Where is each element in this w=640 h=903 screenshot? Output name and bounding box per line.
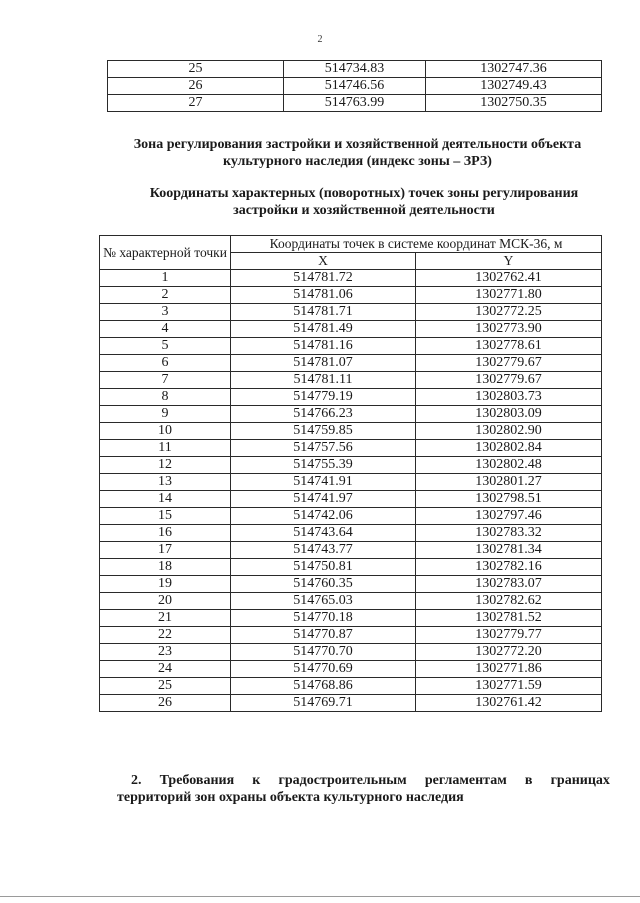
header-y: Y — [416, 253, 602, 270]
point-number-cell: 26 — [108, 78, 284, 95]
table-row — [108, 95, 602, 112]
x-coordinate-cell: 514781.72 — [231, 270, 416, 287]
table-row — [100, 593, 602, 610]
y-coordinate-cell: 1302802.84 — [416, 440, 602, 457]
y-coordinate-cell: 1302782.16 — [416, 559, 602, 576]
header-coordinates: Координаты точек в системе координат МСК-36, м — [231, 236, 602, 253]
y-coordinate-cell: 1302783.32 — [416, 525, 602, 542]
point-number-cell: 10 — [100, 423, 231, 440]
requirements-word: к — [252, 773, 261, 788]
x-coordinate-cell: 514769.71 — [231, 695, 416, 712]
point-number-cell: 3 — [100, 304, 231, 321]
y-coordinate-cell: 1302802.48 — [416, 457, 602, 474]
coordinates-heading-line2: застройки и хозяйственной деятельности — [233, 203, 495, 218]
x-coordinate-cell: 514741.97 — [231, 491, 416, 508]
x-coordinate-cell: 514770.69 — [231, 661, 416, 678]
table-row — [100, 338, 602, 355]
point-number-cell: 1 — [100, 270, 231, 287]
y-coordinate-cell: 1302803.73 — [416, 389, 602, 406]
coordinates-heading-line1: Координаты характерных (поворотных) точек зоны регулирования — [149, 186, 579, 201]
point-number-cell: 17 — [100, 542, 231, 559]
table-row — [100, 576, 602, 593]
table-row — [100, 661, 602, 678]
page-number: 2 — [317, 34, 323, 45]
point-number-cell: 25 — [108, 61, 284, 78]
requirements-heading — [117, 772, 610, 806]
point-number-cell: 24 — [100, 661, 231, 678]
point-number-cell: 4 — [100, 321, 231, 338]
point-number-cell: 11 — [100, 440, 231, 457]
table-row — [108, 61, 602, 78]
top-coordinates-table — [107, 60, 602, 112]
point-number-cell: 2 — [100, 287, 231, 304]
requirements-word: 2. — [131, 773, 142, 788]
table-row — [100, 627, 602, 644]
x-coordinate-cell: 514734.83 — [284, 61, 426, 78]
x-coordinate-cell: 514759.85 — [231, 423, 416, 440]
y-coordinate-cell: 1302750.35 — [426, 95, 602, 112]
x-coordinate-cell: 514781.71 — [231, 304, 416, 321]
point-number-cell: 16 — [100, 525, 231, 542]
y-coordinate-cell: 1302782.62 — [416, 593, 602, 610]
header-x: X — [231, 253, 416, 270]
point-number-cell: 9 — [100, 406, 231, 423]
point-number-cell: 21 — [100, 610, 231, 627]
table-row — [100, 287, 602, 304]
header-point-number: № характерной точки — [100, 236, 231, 270]
y-coordinate-cell: 1302778.61 — [416, 338, 602, 355]
table-row — [100, 644, 602, 661]
y-coordinate-cell: 1302773.90 — [416, 321, 602, 338]
point-number-cell: 23 — [100, 644, 231, 661]
table-row — [100, 508, 602, 525]
table-header-row — [100, 236, 602, 253]
y-coordinate-cell: 1302771.59 — [416, 678, 602, 695]
table-row — [100, 678, 602, 695]
point-number-cell: 27 — [108, 95, 284, 112]
point-number-cell: 14 — [100, 491, 231, 508]
y-coordinate-cell: 1302802.90 — [416, 423, 602, 440]
x-coordinate-cell: 514746.56 — [284, 78, 426, 95]
table-row — [100, 406, 602, 423]
table-row — [108, 78, 602, 95]
y-coordinate-cell: 1302771.86 — [416, 661, 602, 678]
table-row — [100, 610, 602, 627]
zone-heading-line2: культурного наследия (индекс зоны – ЗРЗ) — [223, 154, 492, 169]
x-coordinate-cell: 514768.86 — [231, 678, 416, 695]
point-number-cell: 15 — [100, 508, 231, 525]
table-row — [100, 457, 602, 474]
x-coordinate-cell: 514742.06 — [231, 508, 416, 525]
y-coordinate-cell: 1302749.43 — [426, 78, 602, 95]
y-coordinate-cell: 1302772.25 — [416, 304, 602, 321]
zone-heading-line1: Зона регулирования застройки и хозяйственной деятельности объекта — [133, 137, 582, 152]
x-coordinate-cell: 514743.64 — [231, 525, 416, 542]
x-coordinate-cell: 514781.07 — [231, 355, 416, 372]
x-coordinate-cell: 514781.11 — [231, 372, 416, 389]
x-coordinate-cell: 514757.56 — [231, 440, 416, 457]
coordinates-table — [99, 235, 602, 712]
y-coordinate-cell: 1302801.27 — [416, 474, 602, 491]
y-coordinate-cell: 1302798.51 — [416, 491, 602, 508]
table-row — [100, 389, 602, 406]
table-row — [100, 304, 602, 321]
table-row — [100, 423, 602, 440]
y-coordinate-cell: 1302762.41 — [416, 270, 602, 287]
requirements-line1 — [117, 772, 610, 789]
y-coordinate-cell: 1302783.07 — [416, 576, 602, 593]
x-coordinate-cell: 514770.70 — [231, 644, 416, 661]
y-coordinate-cell: 1302781.34 — [416, 542, 602, 559]
table-row — [100, 474, 602, 491]
y-coordinate-cell: 1302761.42 — [416, 695, 602, 712]
x-coordinate-cell: 514765.03 — [231, 593, 416, 610]
requirements-word: в — [524, 773, 533, 788]
y-coordinate-cell: 1302797.46 — [416, 508, 602, 525]
x-coordinate-cell: 514779.19 — [231, 389, 416, 406]
table-row — [100, 695, 602, 712]
requirements-word: градостроительным — [278, 773, 407, 788]
page-bottom-divider — [0, 896, 640, 897]
point-number-cell: 22 — [100, 627, 231, 644]
requirements-word: Требования — [159, 773, 235, 788]
point-number-cell: 12 — [100, 457, 231, 474]
y-coordinate-cell: 1302781.52 — [416, 610, 602, 627]
x-coordinate-cell: 514763.99 — [284, 95, 426, 112]
y-coordinate-cell: 1302747.36 — [426, 61, 602, 78]
point-number-cell: 7 — [100, 372, 231, 389]
y-coordinate-cell: 1302779.67 — [416, 372, 602, 389]
point-number-cell: 8 — [100, 389, 231, 406]
x-coordinate-cell: 514750.81 — [231, 559, 416, 576]
y-coordinate-cell: 1302772.20 — [416, 644, 602, 661]
requirements-word: регламентам — [424, 773, 507, 788]
point-number-cell: 13 — [100, 474, 231, 491]
table-row — [100, 355, 602, 372]
table-row — [100, 525, 602, 542]
point-number-cell: 18 — [100, 559, 231, 576]
table-row — [100, 270, 602, 287]
table-row — [100, 321, 602, 338]
requirements-line2: территорий зон охраны объекта культурного наследия — [117, 790, 464, 805]
x-coordinate-cell: 514770.87 — [231, 627, 416, 644]
x-coordinate-cell: 514781.16 — [231, 338, 416, 355]
point-number-cell: 25 — [100, 678, 231, 695]
table-row — [100, 372, 602, 389]
table-row — [100, 491, 602, 508]
table-row — [100, 440, 602, 457]
point-number-cell: 20 — [100, 593, 231, 610]
x-coordinate-cell: 514741.91 — [231, 474, 416, 491]
x-coordinate-cell: 514760.35 — [231, 576, 416, 593]
table-row — [100, 542, 602, 559]
x-coordinate-cell: 514766.23 — [231, 406, 416, 423]
x-coordinate-cell: 514770.18 — [231, 610, 416, 627]
table-row — [100, 559, 602, 576]
point-number-cell: 19 — [100, 576, 231, 593]
requirements-word: границах — [550, 773, 610, 788]
zone-heading — [110, 136, 605, 170]
y-coordinate-cell: 1302779.77 — [416, 627, 602, 644]
x-coordinate-cell: 514781.49 — [231, 321, 416, 338]
x-coordinate-cell: 514755.39 — [231, 457, 416, 474]
point-number-cell: 6 — [100, 355, 231, 372]
y-coordinate-cell: 1302803.09 — [416, 406, 602, 423]
point-number-cell: 5 — [100, 338, 231, 355]
x-coordinate-cell: 514781.06 — [231, 287, 416, 304]
x-coordinate-cell: 514743.77 — [231, 542, 416, 559]
point-number-cell: 26 — [100, 695, 231, 712]
y-coordinate-cell: 1302771.80 — [416, 287, 602, 304]
coordinates-heading — [120, 185, 608, 219]
y-coordinate-cell: 1302779.67 — [416, 355, 602, 372]
